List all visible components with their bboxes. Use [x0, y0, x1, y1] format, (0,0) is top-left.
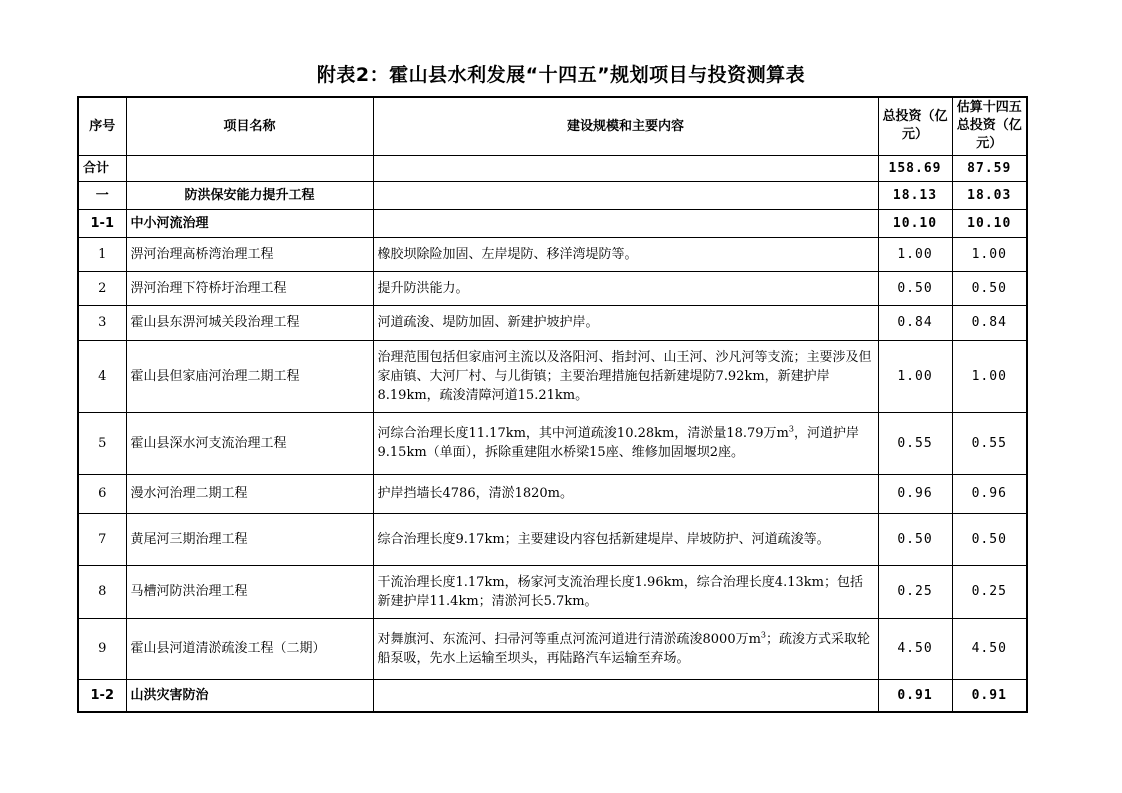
- row-content: 提升防洪能力。: [373, 271, 878, 305]
- row-name: [126, 155, 373, 181]
- row-seq: 合计: [78, 155, 126, 181]
- row-name: 霍山县河道清淤疏浚工程（二期）: [126, 618, 373, 679]
- row-total: 1.00: [878, 340, 952, 412]
- row-total: 18.13: [878, 181, 952, 209]
- content-part: 河综合治理长度11.17km，其中河道疏浚10.28km，清淤量18.79万m: [377, 426, 789, 441]
- row-seq: 1-2: [78, 679, 126, 712]
- row-total: 0.91: [878, 679, 952, 712]
- row-seq: 一: [78, 181, 126, 209]
- table-row-category: [78, 181, 1027, 209]
- table-row: [78, 513, 1027, 565]
- row-total: 0.50: [878, 271, 952, 305]
- row-seq: 3: [78, 305, 126, 340]
- row-total: 4.50: [878, 618, 952, 679]
- header-est: 估算十四五总投资（亿元）: [952, 97, 1027, 155]
- table-row: [78, 237, 1027, 271]
- row-content: [373, 679, 878, 712]
- row-name: 防洪保安能力提升工程: [126, 181, 373, 209]
- row-content: [373, 618, 878, 679]
- row-est: 0.50: [952, 513, 1027, 565]
- row-name: 霍山县深水河支流治理工程: [126, 412, 373, 474]
- row-name: 马槽河防洪治理工程: [126, 565, 373, 618]
- row-total: 10.10: [878, 209, 952, 237]
- row-name: 霍山县东淠河城关段治理工程: [126, 305, 373, 340]
- row-est: 10.10: [952, 209, 1027, 237]
- row-seq: 2: [78, 271, 126, 305]
- row-seq: 4: [78, 340, 126, 412]
- row-est: 1.00: [952, 237, 1027, 271]
- row-est: 4.50: [952, 618, 1027, 679]
- row-est: 0.50: [952, 271, 1027, 305]
- row-content: 河道疏浚、堤防加固、新建护坡护岸。: [373, 305, 878, 340]
- page-title: 附表2：霍山县水利发展“十四五”规划项目与投资测算表: [316, 64, 806, 86]
- investment-table: [77, 96, 1028, 713]
- table-row: [78, 271, 1027, 305]
- superscript: 3: [788, 424, 794, 434]
- row-total: 0.96: [878, 474, 952, 513]
- table-row: [78, 565, 1027, 618]
- row-seq: 7: [78, 513, 126, 565]
- table-row: [78, 305, 1027, 340]
- table-row: [78, 618, 1027, 679]
- header-row: [78, 97, 1027, 155]
- row-est: 18.03: [952, 181, 1027, 209]
- row-est: 0.91: [952, 679, 1027, 712]
- content-part: 对舞旗河、东流河、扫帚河等重点河流河道进行清淤疏浚8000万m: [377, 631, 761, 647]
- row-content: 护岸挡墙长4786，清淤1820m。: [373, 474, 878, 513]
- row-name: 山洪灾害防治: [126, 679, 373, 712]
- row-seq: 8: [78, 565, 126, 618]
- row-seq: 5: [78, 412, 126, 474]
- row-total: 0.25: [878, 565, 952, 618]
- table-row-subcategory: [78, 209, 1027, 237]
- table-row: [78, 412, 1027, 474]
- header-seq: 序号: [78, 97, 126, 155]
- header-name: 项目名称: [126, 97, 373, 155]
- row-name: 淠河治理高桥湾治理工程: [126, 237, 373, 271]
- row-content: [373, 209, 878, 237]
- row-content: 综合治理长度9.17km；主要建设内容包括新建堤岸、岸坡防护、河道疏浚等。: [373, 513, 878, 565]
- row-est: 1.00: [952, 340, 1027, 412]
- row-seq: 1-1: [78, 209, 126, 237]
- table-row-total: [78, 155, 1027, 181]
- row-content: [373, 181, 878, 209]
- table-row-subcategory: [78, 679, 1027, 712]
- row-name: 黄尾河三期治理工程: [126, 513, 373, 565]
- header-content: 建设规模和主要内容: [373, 97, 878, 155]
- row-name: 漫水河治理二期工程: [126, 474, 373, 513]
- row-total: 1.00: [878, 237, 952, 271]
- content-part: ，河道护岸9.15km（单面），拆除重建阻水桥梁15座、维修加固堰坝2座。: [377, 426, 859, 460]
- row-est: 0.84: [952, 305, 1027, 340]
- row-name: 中小河流治理: [126, 209, 373, 237]
- row-content: 干流治理长度1.17km，杨家河支流治理长度1.96km，综合治理长度4.13km；包括新建护岸11.4km；清淤河长5.7km。: [373, 565, 878, 618]
- row-est: 87.59: [952, 155, 1027, 181]
- row-est: 0.55: [952, 412, 1027, 474]
- row-seq: 9: [78, 618, 126, 679]
- superscript: 3: [760, 630, 767, 640]
- content-part: ；疏浚方式采取轮船泵吸，先水上运输至坝头，再陆路汽车运输至弃场。: [377, 631, 871, 666]
- row-total: 0.55: [878, 412, 952, 474]
- row-est: 0.96: [952, 474, 1027, 513]
- row-content: [373, 155, 878, 181]
- row-content: 橡胶坝除险加固、左岸堤防、移洋湾堤防等。: [373, 237, 878, 271]
- row-seq: 1: [78, 237, 126, 271]
- row-total: 0.50: [878, 513, 952, 565]
- row-seq: 6: [78, 474, 126, 513]
- row-name: 淠河治理下符桥圩治理工程: [126, 271, 373, 305]
- header-total: 总投资（亿元）: [878, 97, 952, 155]
- row-name: 霍山县但家庙河治理二期工程: [126, 340, 373, 412]
- table-row: [78, 474, 1027, 513]
- row-est: 0.25: [952, 565, 1027, 618]
- row-content: [373, 412, 878, 474]
- row-total: 0.84: [878, 305, 952, 340]
- row-total: 158.69: [878, 155, 952, 181]
- row-content: 治理范围包括但家庙河主流以及洛阳河、指封河、山王河、沙凡河等支流；主要涉及但家庙镇、大河厂村、与儿街镇；主要治理措施包括新建堤防7.92km，新建护岸8.19km，疏浚清障河道15.21km。: [373, 340, 878, 412]
- table-row: [78, 340, 1027, 412]
